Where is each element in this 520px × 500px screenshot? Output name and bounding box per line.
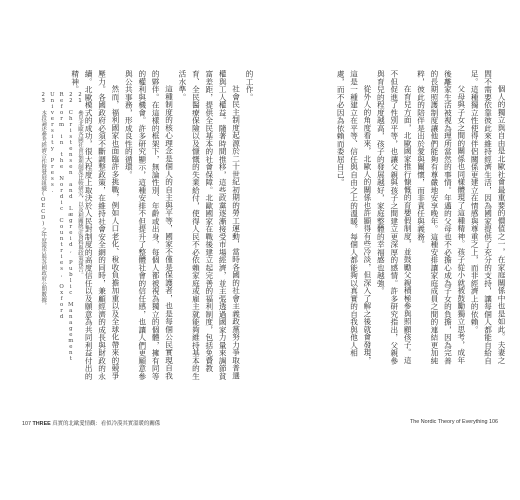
paragraph: 在育兒方面，北歐國家推行慷慨的育嬰假制度，並鼓勵父親積極參與照顧孩子。這不但促進了性別平等，也讓父親與孩子之間建立更深厚的感情。許多研究指出，父親參與育兒的程度越高，孩子的發展越好，家庭整體的幸福感也越強。 [376, 70, 413, 365]
footnote-number: 23 [40, 92, 47, 104]
paragraph: 的工作。 [245, 70, 254, 101]
footnote [38, 92, 47, 382]
page-number: 106 [489, 419, 498, 425]
paragraph: 然而，福利國家也面臨許多挑戰，例如人口老化、稅收負擔加重以及全球化帶來的競爭壓力。各國政府必須不斷調整政策，在維持社會安全網的同時，兼顧經濟的成長與財政的永續。北歐模式的成功，很大程度上取決於人民對制度的高度信任以及願意為共同利益付出的精神。 [70, 70, 120, 380]
left-folio [22, 419, 160, 427]
page-number: 107 [22, 421, 31, 427]
paragraph: 社會民主制度起源於二十世紀初期的勞工運動，當時各國的社會主義政黨努力爭取普選權與工人權益。隨著時間推移，這些政黨逐漸接受市場經濟，並主張透過國家力量來調節貧富差距，提供全民基本的社會保障。北歐國家在戰後建立起完善的福利制度，包括免費教育、全民醫療保險以及慷慨的失業給付，使得人民不必依賴家庭或雇主就能夠維持基本的生活水準。 [177, 70, 241, 380]
part-label: THREE [32, 421, 51, 427]
footnote-text: Christensen and Lægreid, Public Management Reform in the Nordic Countries, Oxford University Press. [49, 92, 74, 362]
running-head: The Nordic Theory of Everything [409, 419, 488, 425]
right-page [260, 0, 520, 500]
paragraph: 這種制度的核心理念是個人的自主與平等，國家不僅是保護者，也是每個公民實現自我的夥伴。在這樣的框架下，無論性別、年齡或出身，每個人都被視為獨立的個體，擁有同等的權利與機會。許多研究顯示，這種安排不但提升了整體社會的信任感，也讓人們更願意參與公共事務，形成良性的循環。 [124, 70, 174, 380]
running-head: 真實的北歐愛情觀：看似冷漠其實溫暖的關係 [52, 421, 161, 427]
right-folio [410, 419, 498, 425]
footnotes [40, 92, 84, 382]
right-page-body [282, 70, 508, 370]
footnote-number: 22 [67, 92, 74, 104]
paragraph: 父母與子女之間的關係也同樣體現了這種精神。孩子從小就被鼓勵獨立思考，成年後離家生活被視為理所當然的事情。年邁的父母也不必擔心成為子女的負擔，因為完善的長期照護制度讓他們能夠有尊嚴地安享晚年。這種安排讓家庭成員之間的連結更加純粹，彼此的陪伴是出於愛與關懷，而非責任與義務。 [416, 70, 466, 365]
footnote [47, 92, 75, 382]
paragraph: 從外人的角度看來，北歐人的關係也許顯得有些冷淡，但深入了解之後就會發現，這是一種建立在平等、信任與自由之上的溫暖。每個人都能夠以真實的自我與他人相處，而不必因為依賴而委屈自己。 [336, 70, 372, 365]
footnote-text: 參見北歐各國社會福利制度比較研究，以及相關統計資料與政策報告。 [77, 110, 83, 278]
footnote [75, 92, 84, 382]
footnote-text: 本段論述參考經濟合作暨發展組織(OECD)之年度報告與各國政府公開數據。 [40, 110, 47, 308]
paragraph: 個人的獨立與自由是北歐社會最重要的價值之一，在家庭關係中也是如此。夫妻之間不需要依靠彼此來維持經濟生活，因為國家提供了充分的支持，讓每個人都能自給自足。這種獨立性使得伴侶關係更建立在情感與尊重之上，而非經濟上的依賴。 [470, 70, 506, 365]
footnote-number: 21 [77, 92, 83, 104]
